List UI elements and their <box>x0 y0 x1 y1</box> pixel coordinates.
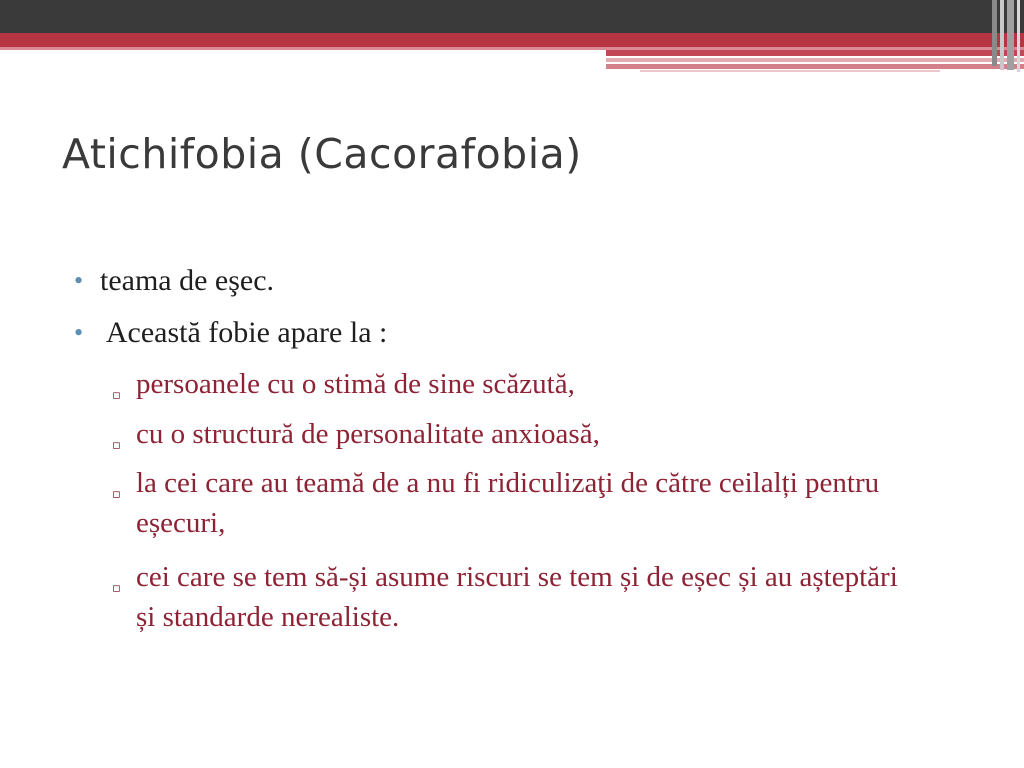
bullet-item <box>74 264 274 298</box>
square-bullet-icon: ▫ <box>112 581 121 596</box>
bullet-text: teama de eşec. <box>100 264 275 297</box>
slide-title: Atichifobia (Cacorafobia) <box>62 130 582 178</box>
sub-bullet-item <box>112 557 912 637</box>
sub-bullet-text: la cei care au teamă de a nu fi ridiculizaţi de către ceilalți pentru eșecuri, <box>136 467 880 539</box>
sub-bullet-text: persoanele cu o stimă de sine scăzută, <box>136 368 575 400</box>
bullet-dot-icon: • <box>74 318 84 347</box>
sub-bullet-item <box>112 364 972 404</box>
sub-bullet-item <box>112 463 962 543</box>
square-bullet-icon: ▫ <box>112 438 121 453</box>
sub-bullet-text: cu o structură de personalitate anxioasă, <box>136 418 600 450</box>
bullet-text: Această fobie apare la : <box>100 316 388 349</box>
square-bullet-icon: ▫ <box>112 487 121 502</box>
bullet-dot-icon: • <box>74 266 84 295</box>
square-bullet-icon: ▫ <box>112 388 121 403</box>
sub-bullet-text: cei care se tem să-și asume riscuri se tem și de eșec și au așteptări și standarde nerealiste. <box>136 561 898 633</box>
sub-bullet-item <box>112 414 972 454</box>
bullet-item <box>74 316 387 350</box>
